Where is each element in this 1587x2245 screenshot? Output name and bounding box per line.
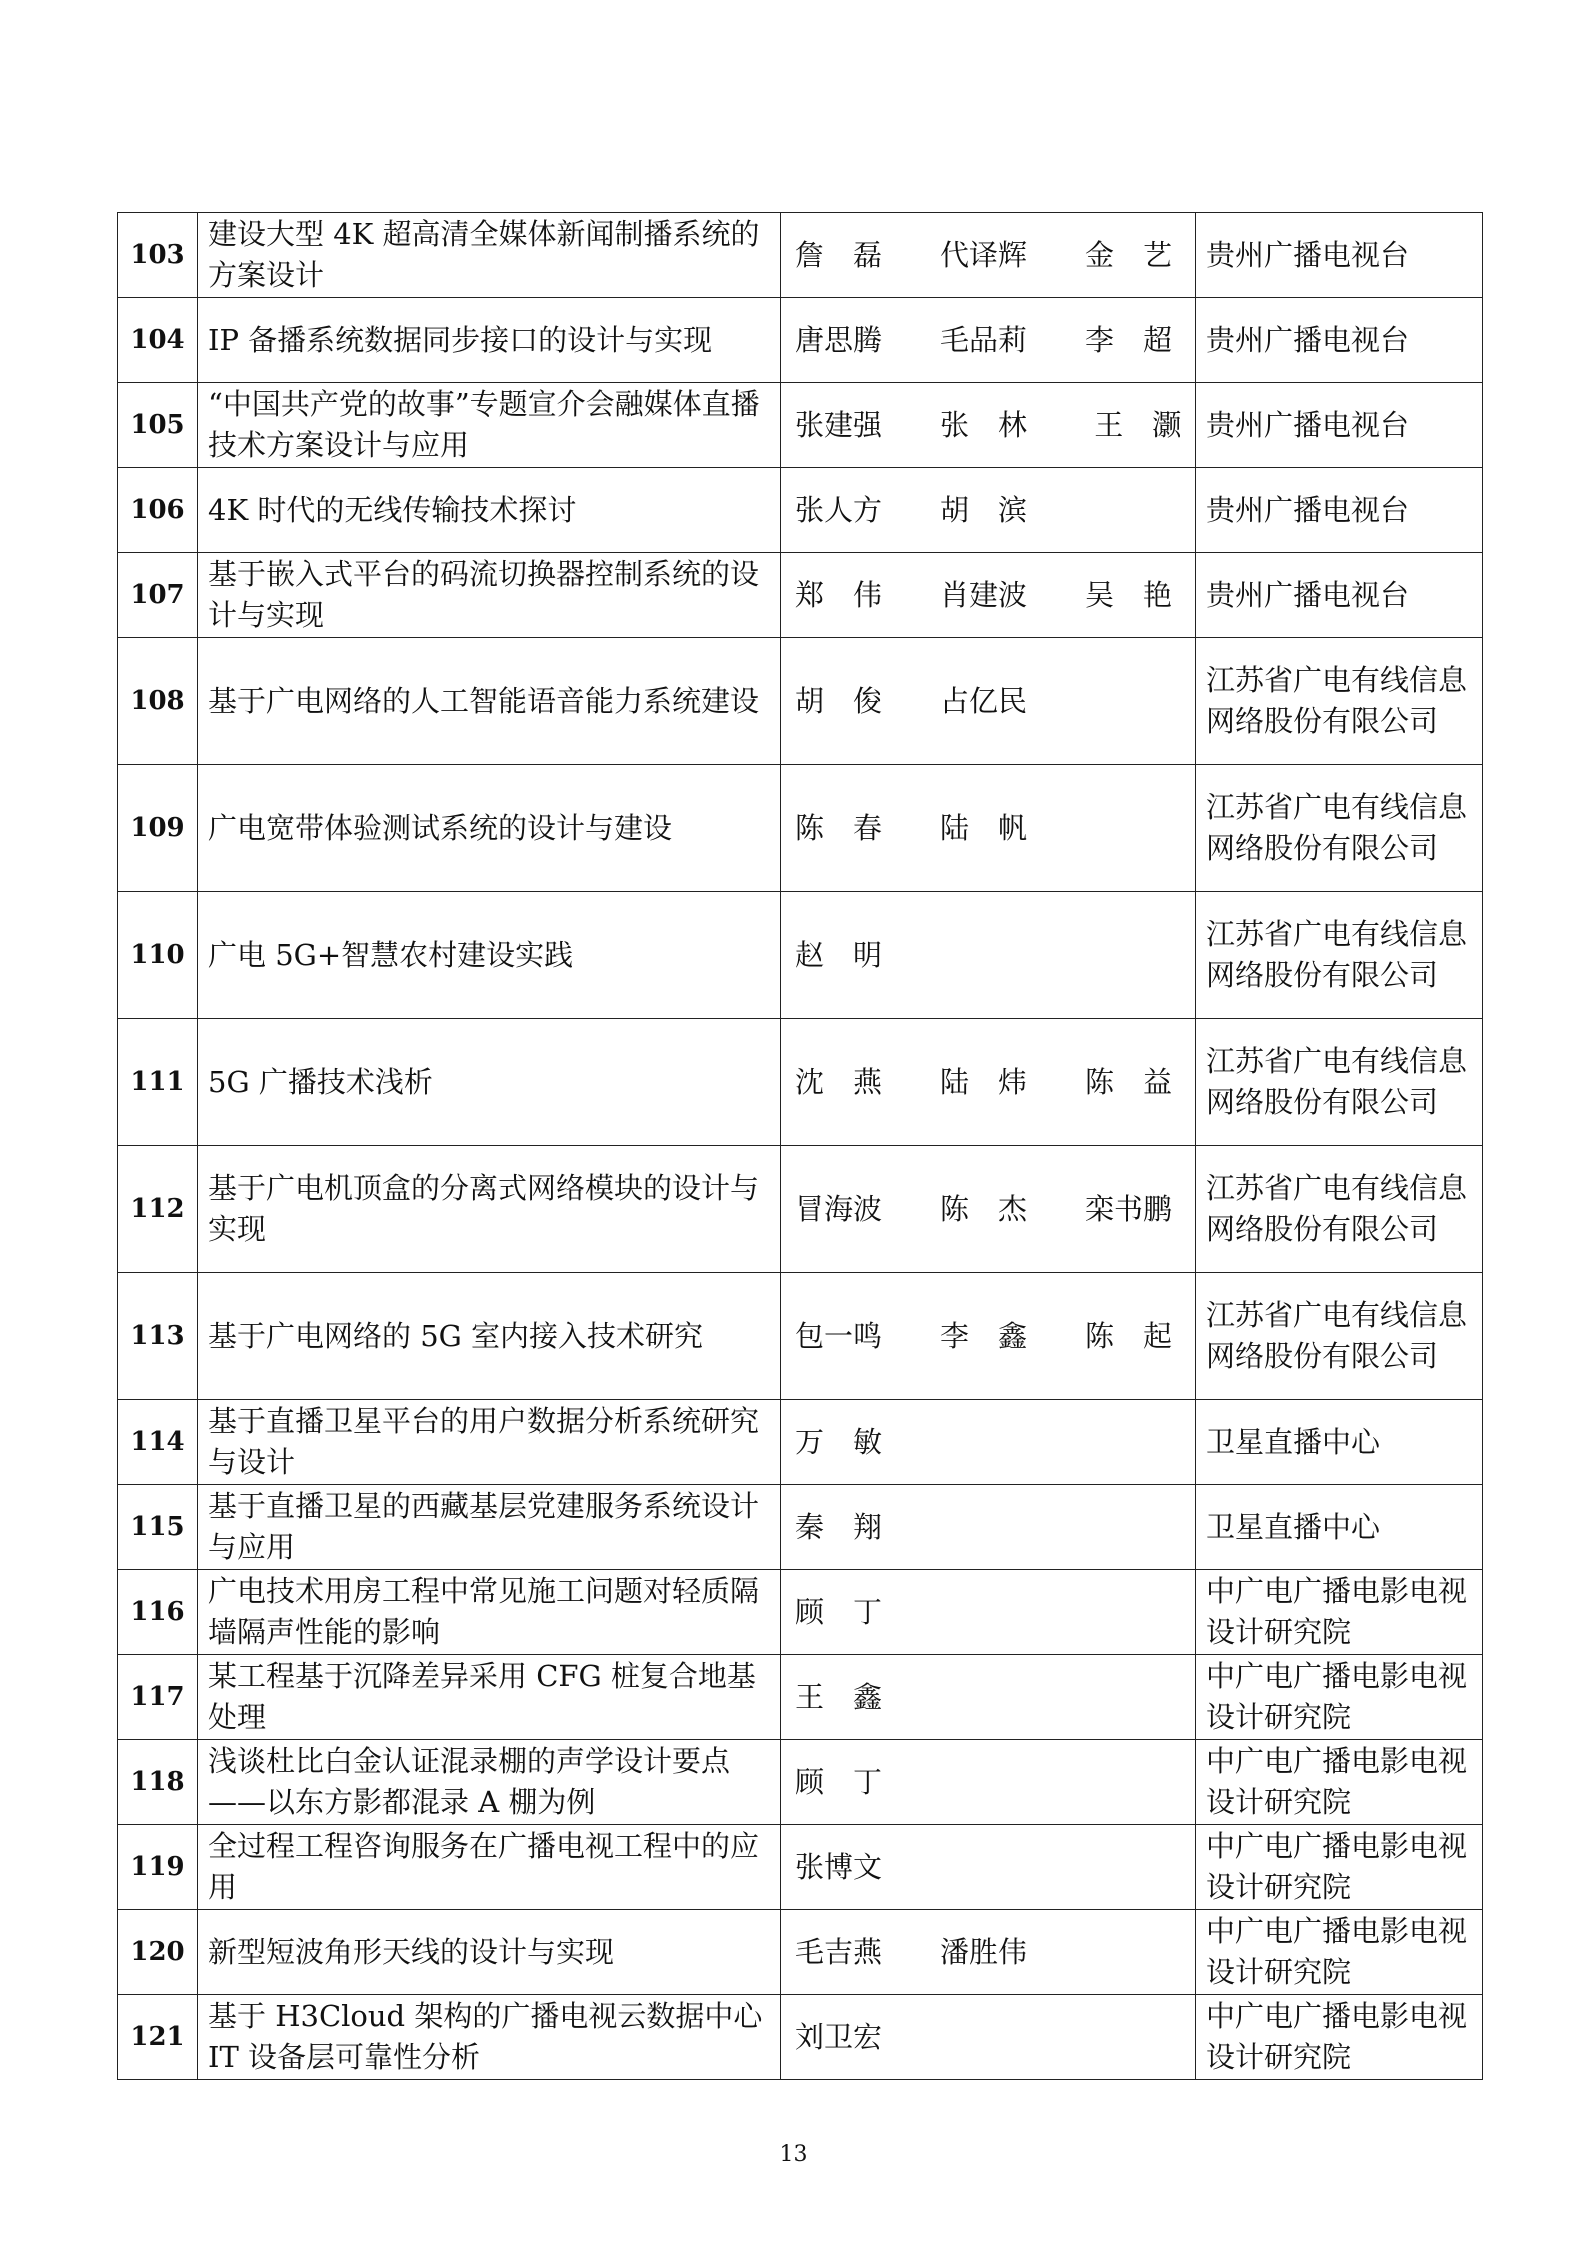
row-number: 107 bbox=[118, 553, 198, 638]
paper-title: “中国共产党的故事”专题宣介会融媒体直播技术方案设计与应用 bbox=[198, 383, 781, 468]
table-row bbox=[118, 1485, 1483, 1570]
table-row bbox=[118, 1273, 1483, 1400]
paper-authors: 顾 丁 bbox=[781, 1740, 1196, 1825]
paper-title: 基于 H3Cloud 架构的广播电视云数据中心 IT 设备层可靠性分析 bbox=[198, 1995, 781, 2080]
row-number: 119 bbox=[118, 1825, 198, 1910]
paper-title: 基于直播卫星的西藏基层党建服务系统设计与应用 bbox=[198, 1485, 781, 1570]
paper-organization: 中广电广播电影电视设计研究院 bbox=[1196, 1655, 1483, 1740]
row-number: 121 bbox=[118, 1995, 198, 2080]
paper-title: 广电技术用房工程中常见施工问题对轻质隔墙隔声性能的影响 bbox=[198, 1570, 781, 1655]
paper-organization: 贵州广播电视台 bbox=[1196, 553, 1483, 638]
row-number: 117 bbox=[118, 1655, 198, 1740]
paper-authors: 毛吉燕 潘胜伟 bbox=[781, 1910, 1196, 1995]
paper-organization: 卫星直播中心 bbox=[1196, 1485, 1483, 1570]
paper-organization: 中广电广播电影电视设计研究院 bbox=[1196, 1995, 1483, 2080]
row-number: 111 bbox=[118, 1019, 198, 1146]
paper-organization: 江苏省广电有线信息网络股份有限公司 bbox=[1196, 1019, 1483, 1146]
paper-title: 新型短波角形天线的设计与实现 bbox=[198, 1910, 781, 1995]
table-row bbox=[118, 1995, 1483, 2080]
row-number: 103 bbox=[118, 213, 198, 298]
row-number: 115 bbox=[118, 1485, 198, 1570]
paper-authors: 唐思腾 毛品莉 李 超 bbox=[781, 298, 1196, 383]
paper-title: 基于广电机顶盒的分离式网络模块的设计与实现 bbox=[198, 1146, 781, 1273]
paper-title: 广电宽带体验测试系统的设计与建设 bbox=[198, 765, 781, 892]
page-number: 13 bbox=[779, 2142, 808, 2167]
paper-list-table bbox=[117, 212, 1483, 2080]
paper-title: 建设大型 4K 超高清全媒体新闻制播系统的方案设计 bbox=[198, 213, 781, 298]
paper-title: 基于直播卫星平台的用户数据分析系统研究与设计 bbox=[198, 1400, 781, 1485]
row-number: 109 bbox=[118, 765, 198, 892]
row-number: 105 bbox=[118, 383, 198, 468]
paper-authors: 詹 磊 代译辉 金 艺 bbox=[781, 213, 1196, 298]
paper-title: 4K 时代的无线传输技术探讨 bbox=[198, 468, 781, 553]
row-number: 114 bbox=[118, 1400, 198, 1485]
paper-title: 浅谈杜比白金认证混录棚的声学设计要点——以东方影都混录 A 棚为例 bbox=[198, 1740, 781, 1825]
paper-authors: 万 敏 bbox=[781, 1400, 1196, 1485]
table-row bbox=[118, 468, 1483, 553]
paper-organization: 江苏省广电有线信息网络股份有限公司 bbox=[1196, 1146, 1483, 1273]
row-number: 108 bbox=[118, 638, 198, 765]
paper-organization: 中广电广播电影电视设计研究院 bbox=[1196, 1825, 1483, 1910]
table-row bbox=[118, 638, 1483, 765]
table-row bbox=[118, 1910, 1483, 1995]
paper-authors: 冒海波 陈 杰 栾书鹏 bbox=[781, 1146, 1196, 1273]
table-row bbox=[118, 1019, 1483, 1146]
paper-authors: 秦 翔 bbox=[781, 1485, 1196, 1570]
paper-authors: 陈 春 陆 帆 bbox=[781, 765, 1196, 892]
table-row bbox=[118, 892, 1483, 1019]
paper-organization: 江苏省广电有线信息网络股份有限公司 bbox=[1196, 765, 1483, 892]
paper-organization: 贵州广播电视台 bbox=[1196, 298, 1483, 383]
table-row bbox=[118, 1570, 1483, 1655]
table-row bbox=[118, 1740, 1483, 1825]
paper-authors: 包一鸣 李 鑫 陈 起 bbox=[781, 1273, 1196, 1400]
paper-authors: 胡 俊 占亿民 bbox=[781, 638, 1196, 765]
paper-authors: 张博文 bbox=[781, 1825, 1196, 1910]
table-row bbox=[118, 1655, 1483, 1740]
table-row bbox=[118, 765, 1483, 892]
paper-organization: 江苏省广电有线信息网络股份有限公司 bbox=[1196, 892, 1483, 1019]
paper-organization: 贵州广播电视台 bbox=[1196, 383, 1483, 468]
paper-organization: 中广电广播电影电视设计研究院 bbox=[1196, 1910, 1483, 1995]
paper-authors: 张人方 胡 滨 bbox=[781, 468, 1196, 553]
paper-organization: 中广电广播电影电视设计研究院 bbox=[1196, 1740, 1483, 1825]
paper-authors: 张建强 张 林 王 灏 bbox=[781, 383, 1196, 468]
row-number: 112 bbox=[118, 1146, 198, 1273]
table-row bbox=[118, 298, 1483, 383]
paper-title: IP 备播系统数据同步接口的设计与实现 bbox=[198, 298, 781, 383]
paper-organization: 江苏省广电有线信息网络股份有限公司 bbox=[1196, 638, 1483, 765]
row-number: 118 bbox=[118, 1740, 198, 1825]
row-number: 120 bbox=[118, 1910, 198, 1995]
paper-organization: 贵州广播电视台 bbox=[1196, 213, 1483, 298]
row-number: 104 bbox=[118, 298, 198, 383]
row-number: 116 bbox=[118, 1570, 198, 1655]
table-row bbox=[118, 1146, 1483, 1273]
paper-authors: 王 鑫 bbox=[781, 1655, 1196, 1740]
row-number: 106 bbox=[118, 468, 198, 553]
paper-authors: 刘卫宏 bbox=[781, 1995, 1196, 2080]
table-row bbox=[118, 213, 1483, 298]
paper-title: 5G 广播技术浅析 bbox=[198, 1019, 781, 1146]
paper-organization: 江苏省广电有线信息网络股份有限公司 bbox=[1196, 1273, 1483, 1400]
row-number: 113 bbox=[118, 1273, 198, 1400]
row-number: 110 bbox=[118, 892, 198, 1019]
paper-authors: 赵 明 bbox=[781, 892, 1196, 1019]
paper-title: 全过程工程咨询服务在广播电视工程中的应用 bbox=[198, 1825, 781, 1910]
paper-title: 基于广电网络的 5G 室内接入技术研究 bbox=[198, 1273, 781, 1400]
paper-title: 某工程基于沉降差异采用 CFG 桩复合地基处理 bbox=[198, 1655, 781, 1740]
paper-title: 基于嵌入式平台的码流切换器控制系统的设计与实现 bbox=[198, 553, 781, 638]
table-row bbox=[118, 553, 1483, 638]
paper-authors: 沈 燕 陆 炜 陈 益 bbox=[781, 1019, 1196, 1146]
table-body bbox=[118, 213, 1483, 2080]
paper-organization: 贵州广播电视台 bbox=[1196, 468, 1483, 553]
paper-authors: 顾 丁 bbox=[781, 1570, 1196, 1655]
table-row bbox=[118, 383, 1483, 468]
paper-organization: 中广电广播电影电视设计研究院 bbox=[1196, 1570, 1483, 1655]
table-row bbox=[118, 1825, 1483, 1910]
paper-title: 广电 5G+智慧农村建设实践 bbox=[198, 892, 781, 1019]
paper-organization: 卫星直播中心 bbox=[1196, 1400, 1483, 1485]
paper-authors: 郑 伟 肖建波 吴 艳 bbox=[781, 553, 1196, 638]
paper-title: 基于广电网络的人工智能语音能力系统建设 bbox=[198, 638, 781, 765]
table-row bbox=[118, 1400, 1483, 1485]
